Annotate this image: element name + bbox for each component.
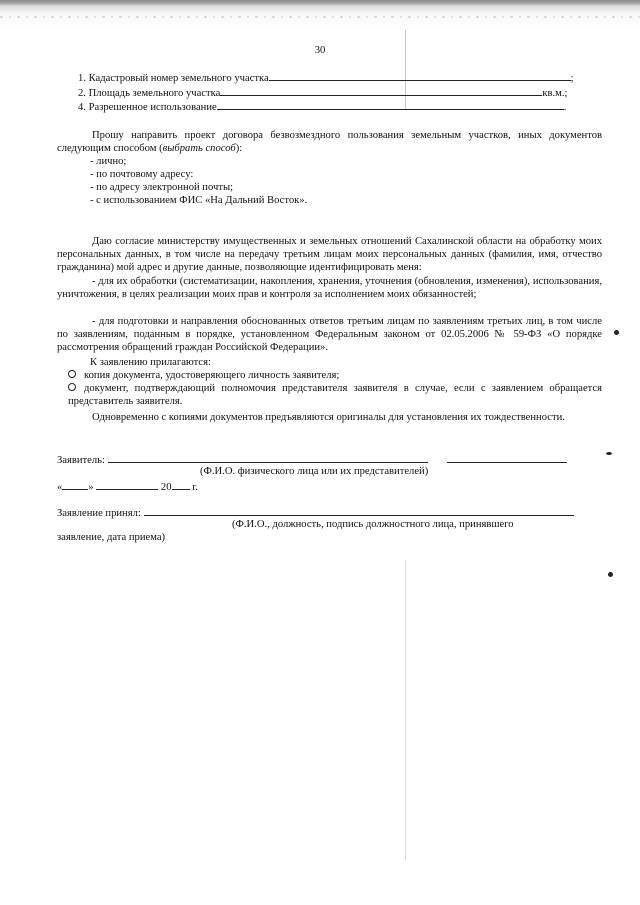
date-year-line[interactable] (172, 479, 190, 490)
option-in-person: - лично; (90, 156, 127, 167)
date-month-line[interactable] (96, 479, 158, 490)
permitted-use-line[interactable] (217, 99, 564, 110)
land-area-line[interactable] (220, 85, 542, 96)
accepted-by-line[interactable] (144, 505, 574, 516)
accepted-caption-cont: заявление, дата приема) (57, 532, 166, 543)
attachments-title: К заявлению прилагаются: (90, 357, 211, 368)
bullet-icon (68, 370, 76, 378)
scan-artifact-line (405, 560, 406, 860)
consent-paragraph-1: Даю согласие министерству имущественных и земельных отношений Сахалинской области на обработку моих персональных данных, в том числе на передачу третьим лицам моих персональных данных (фамилия, имя, отчество гражданина) мой адрес и другие данные, позволяющие идентифицировать меня: (57, 236, 602, 273)
scan-speck (606, 452, 612, 455)
request-paragraph: Прошу направить проект договора безвозмездного пользования земельным участков, иных документов следующим способом (выбрать способ): (57, 130, 602, 154)
option-email: - по адресу электронной почты; (90, 182, 234, 193)
option-fis: - с использованием ФИС «На Дальний Восток». (90, 195, 308, 206)
accepted-row: Заявление принял: (57, 505, 574, 520)
page-number: 30 (314, 45, 326, 56)
applicant-signature-line[interactable] (447, 452, 567, 463)
applicant-name-line[interactable] (108, 452, 428, 463)
bullet-icon (68, 383, 76, 391)
consent-paragraph-3: - для подготовки и направления обоснованных ответов третьим лицам по заявлениям третьих лиц, в том числе по заявлениям, поданным в порядке, установленном Федеральным законом от 02.05.2006 № 59-ФЗ «О порядке рассмотрения обращений граждан Российской Федерации». (57, 316, 602, 353)
scan-speck (608, 572, 613, 577)
applicant-row: Заявитель: (57, 452, 567, 467)
cadastral-number-line[interactable] (269, 70, 571, 81)
field-cadastral-number: 1. Кадастровый номер земельного участка ; (78, 70, 574, 85)
attachment-item: копия документа, удостоверяющего личность заявителя; (68, 369, 339, 382)
option-postal: - по почтовому адресу: (90, 169, 194, 180)
field-permitted-use: 4. Разрешенное использование . (78, 99, 566, 114)
scan-shadow (0, 0, 640, 30)
originals-note: Одновременно с копиями документов предъявляются оригиналы для установления их тождественности. (92, 412, 565, 423)
field-land-area: 2. Площадь земельного участка кв.м.; (78, 85, 567, 100)
date-row: « » 20 г. (57, 479, 198, 494)
consent-paragraph-2: - для их обработки (систематизации, накопления, хранения, уточнения (обновления, изменения), использования, уничтожения, в целях реализации моих прав и контроля за исполнением моих обязанностей; (57, 276, 602, 300)
accepted-caption: (Ф.И.О., должность, подпись должностного лица, принявшего (232, 519, 514, 530)
attachment-item: документ, подтверждающий полномочия представителя заявителя в случае, если с заявлением обращается представитель заявителя. (68, 383, 602, 407)
scan-speck (614, 330, 619, 335)
date-day-line[interactable] (62, 479, 88, 490)
applicant-caption: (Ф.И.О. физического лица или их представителей) (200, 466, 429, 477)
